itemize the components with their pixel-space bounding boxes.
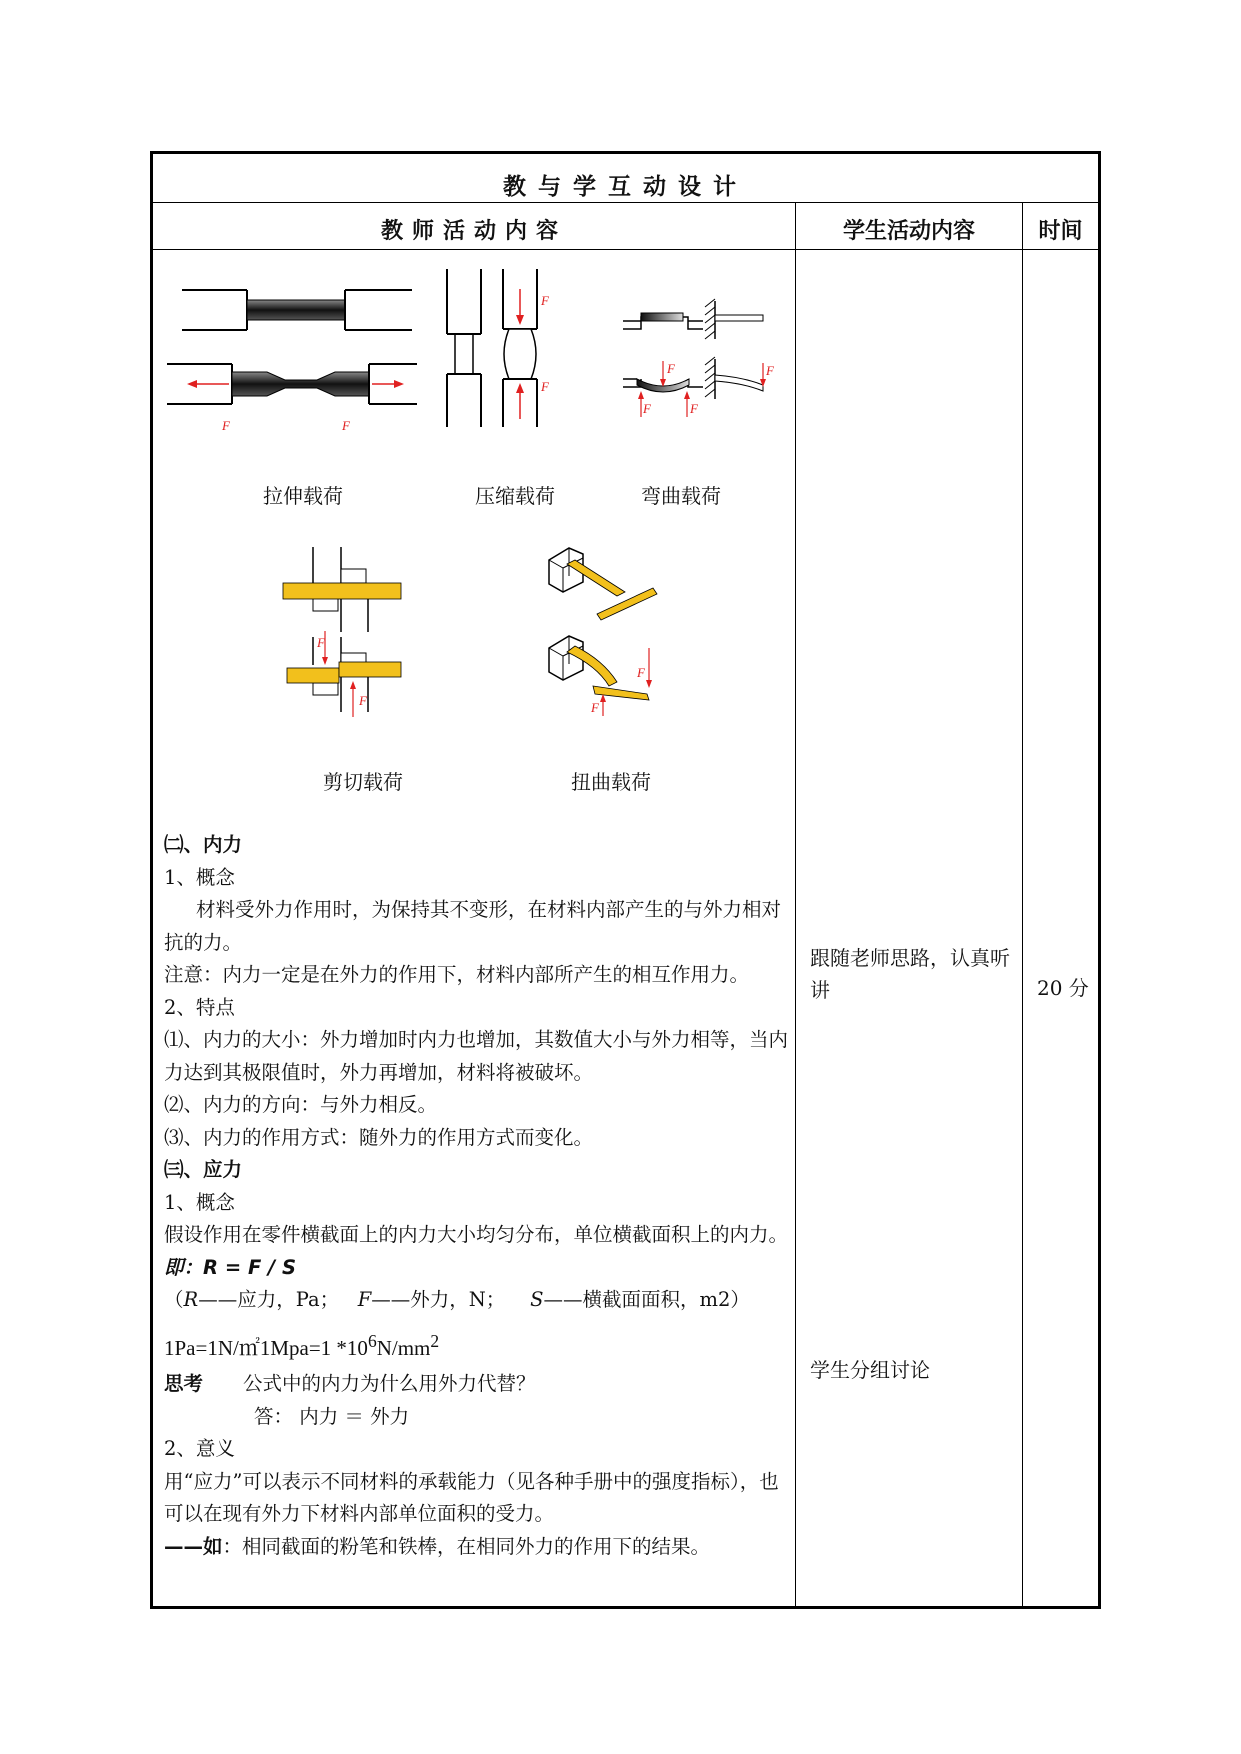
- legend-R-text: ——应力，Pa；: [198, 1288, 340, 1311]
- force-label: F: [342, 418, 350, 433]
- force-label: F: [541, 293, 549, 308]
- list-item: ⑴、内力的大小：外力增加时内力也增加，其数值大小与外力相等，当内力达到其极限值时，外力再增加，材料将被破坏。: [164, 1028, 789, 1084]
- think-answer: 答： 内力 ＝ 外力: [254, 1404, 410, 1428]
- exponent: 2: [430, 1330, 440, 1351]
- paren: （: [164, 1288, 184, 1311]
- bending-load-figure: [623, 299, 773, 419]
- section-heading-internal-force: ㈡、内力: [164, 833, 243, 856]
- caption-compression: 压缩载荷: [475, 484, 555, 508]
- shear-load-figure: [283, 547, 433, 722]
- force-label: F: [317, 635, 325, 650]
- torsion-load-figure: [543, 544, 683, 719]
- lesson-table: [150, 151, 1101, 1609]
- tension-load-figure: [167, 284, 417, 444]
- time-value: 20 分: [1037, 976, 1089, 1000]
- student-activity-discuss: 学生分组讨论: [810, 1358, 930, 1382]
- paragraph-note: 注意：内力一定是在外力的作用下，材料内部所产生的相互作用力。: [164, 963, 750, 986]
- symbol-S: S: [530, 1288, 544, 1311]
- header-teacher: 教师活动内容: [380, 219, 567, 244]
- unit-text: 1Pa=1N/㎡1Mpa=1 *10: [164, 1335, 368, 1360]
- force-label: F: [222, 418, 230, 433]
- row-divider: [153, 249, 1098, 250]
- paragraph: 材料受外力作用时，为保持其不变形，在材料内部产生的与外力相对抗的力。: [164, 898, 782, 954]
- think-question-text: 公式中的内力为什么用外力代替？: [243, 1372, 536, 1395]
- header-time: 时间: [1038, 219, 1083, 244]
- unit-conversion: [164, 1325, 788, 1365]
- formula-legend: [164, 1284, 788, 1317]
- subheading-meaning: 2、意义: [164, 1437, 235, 1460]
- symbol-R: R: [183, 1288, 199, 1311]
- example-text: ：相同截面的粉笔和铁棒，在相同外力的作用下的结果。: [222, 1534, 711, 1558]
- paragraph: [164, 1219, 788, 1284]
- force-label: F: [541, 379, 549, 394]
- table-title: 教与学互动设计: [503, 174, 748, 200]
- force-label: F: [690, 401, 698, 416]
- paragraph: 用“应力”可以表示不同材料的承载能力（见各种手册中的强度指标），也可以在现有外力下材料内部单位面积的受力。: [164, 1469, 779, 1525]
- symbol-F: F: [357, 1288, 372, 1311]
- legend-F-text: ——外力，N；: [371, 1288, 506, 1311]
- row-divider: [153, 202, 1098, 203]
- force-label: F: [766, 363, 774, 378]
- header-student: 学生活动内容: [842, 219, 975, 244]
- list-item: ⑶、内力的作用方式：随外力的作用方式而变化。: [164, 1125, 594, 1149]
- subheading-concept: 1、概念: [164, 865, 235, 889]
- force-label: F: [359, 693, 367, 708]
- force-label: F: [637, 665, 645, 680]
- force-label: F: [591, 700, 599, 715]
- caption-torsion: 扭曲载荷: [571, 770, 651, 794]
- think-question: [164, 1368, 788, 1401]
- section-heading-stress: ㈢、应力: [164, 1158, 243, 1181]
- column-divider: [1022, 202, 1023, 1606]
- subheading-concept: 1、概念: [164, 1190, 235, 1214]
- example-label: ——如: [164, 1534, 223, 1558]
- caption-shear: 剪切载荷: [323, 770, 403, 794]
- caption-tension: 拉伸载荷: [263, 484, 343, 508]
- column-divider: [795, 202, 796, 1606]
- compression-load-figure: [441, 269, 561, 429]
- student-activity-listen: 跟随老师思路，认真听讲: [810, 946, 1010, 1002]
- force-label: F: [667, 361, 675, 376]
- example-line: [164, 1531, 788, 1564]
- subheading-features: 2、特点: [164, 995, 235, 1019]
- legend-S-text: ——横截面面积，m2）: [543, 1288, 750, 1311]
- force-label: F: [643, 401, 651, 416]
- exponent: 6: [367, 1330, 377, 1351]
- teacher-content: [164, 829, 788, 1563]
- caption-bending: 弯曲载荷: [641, 484, 721, 508]
- stress-formula: R = F / S: [203, 1255, 297, 1279]
- list-item: ⑵、内力的方向：与外力相反。: [164, 1093, 438, 1116]
- formula-lead: 即：: [164, 1255, 204, 1279]
- unit-text: N/mm: [376, 1335, 431, 1360]
- paragraph-text: 假设作用在零件横截面上的内力大小均匀分布，单位横截面积上的内力。: [164, 1223, 789, 1246]
- think-label: 思考: [164, 1372, 204, 1395]
